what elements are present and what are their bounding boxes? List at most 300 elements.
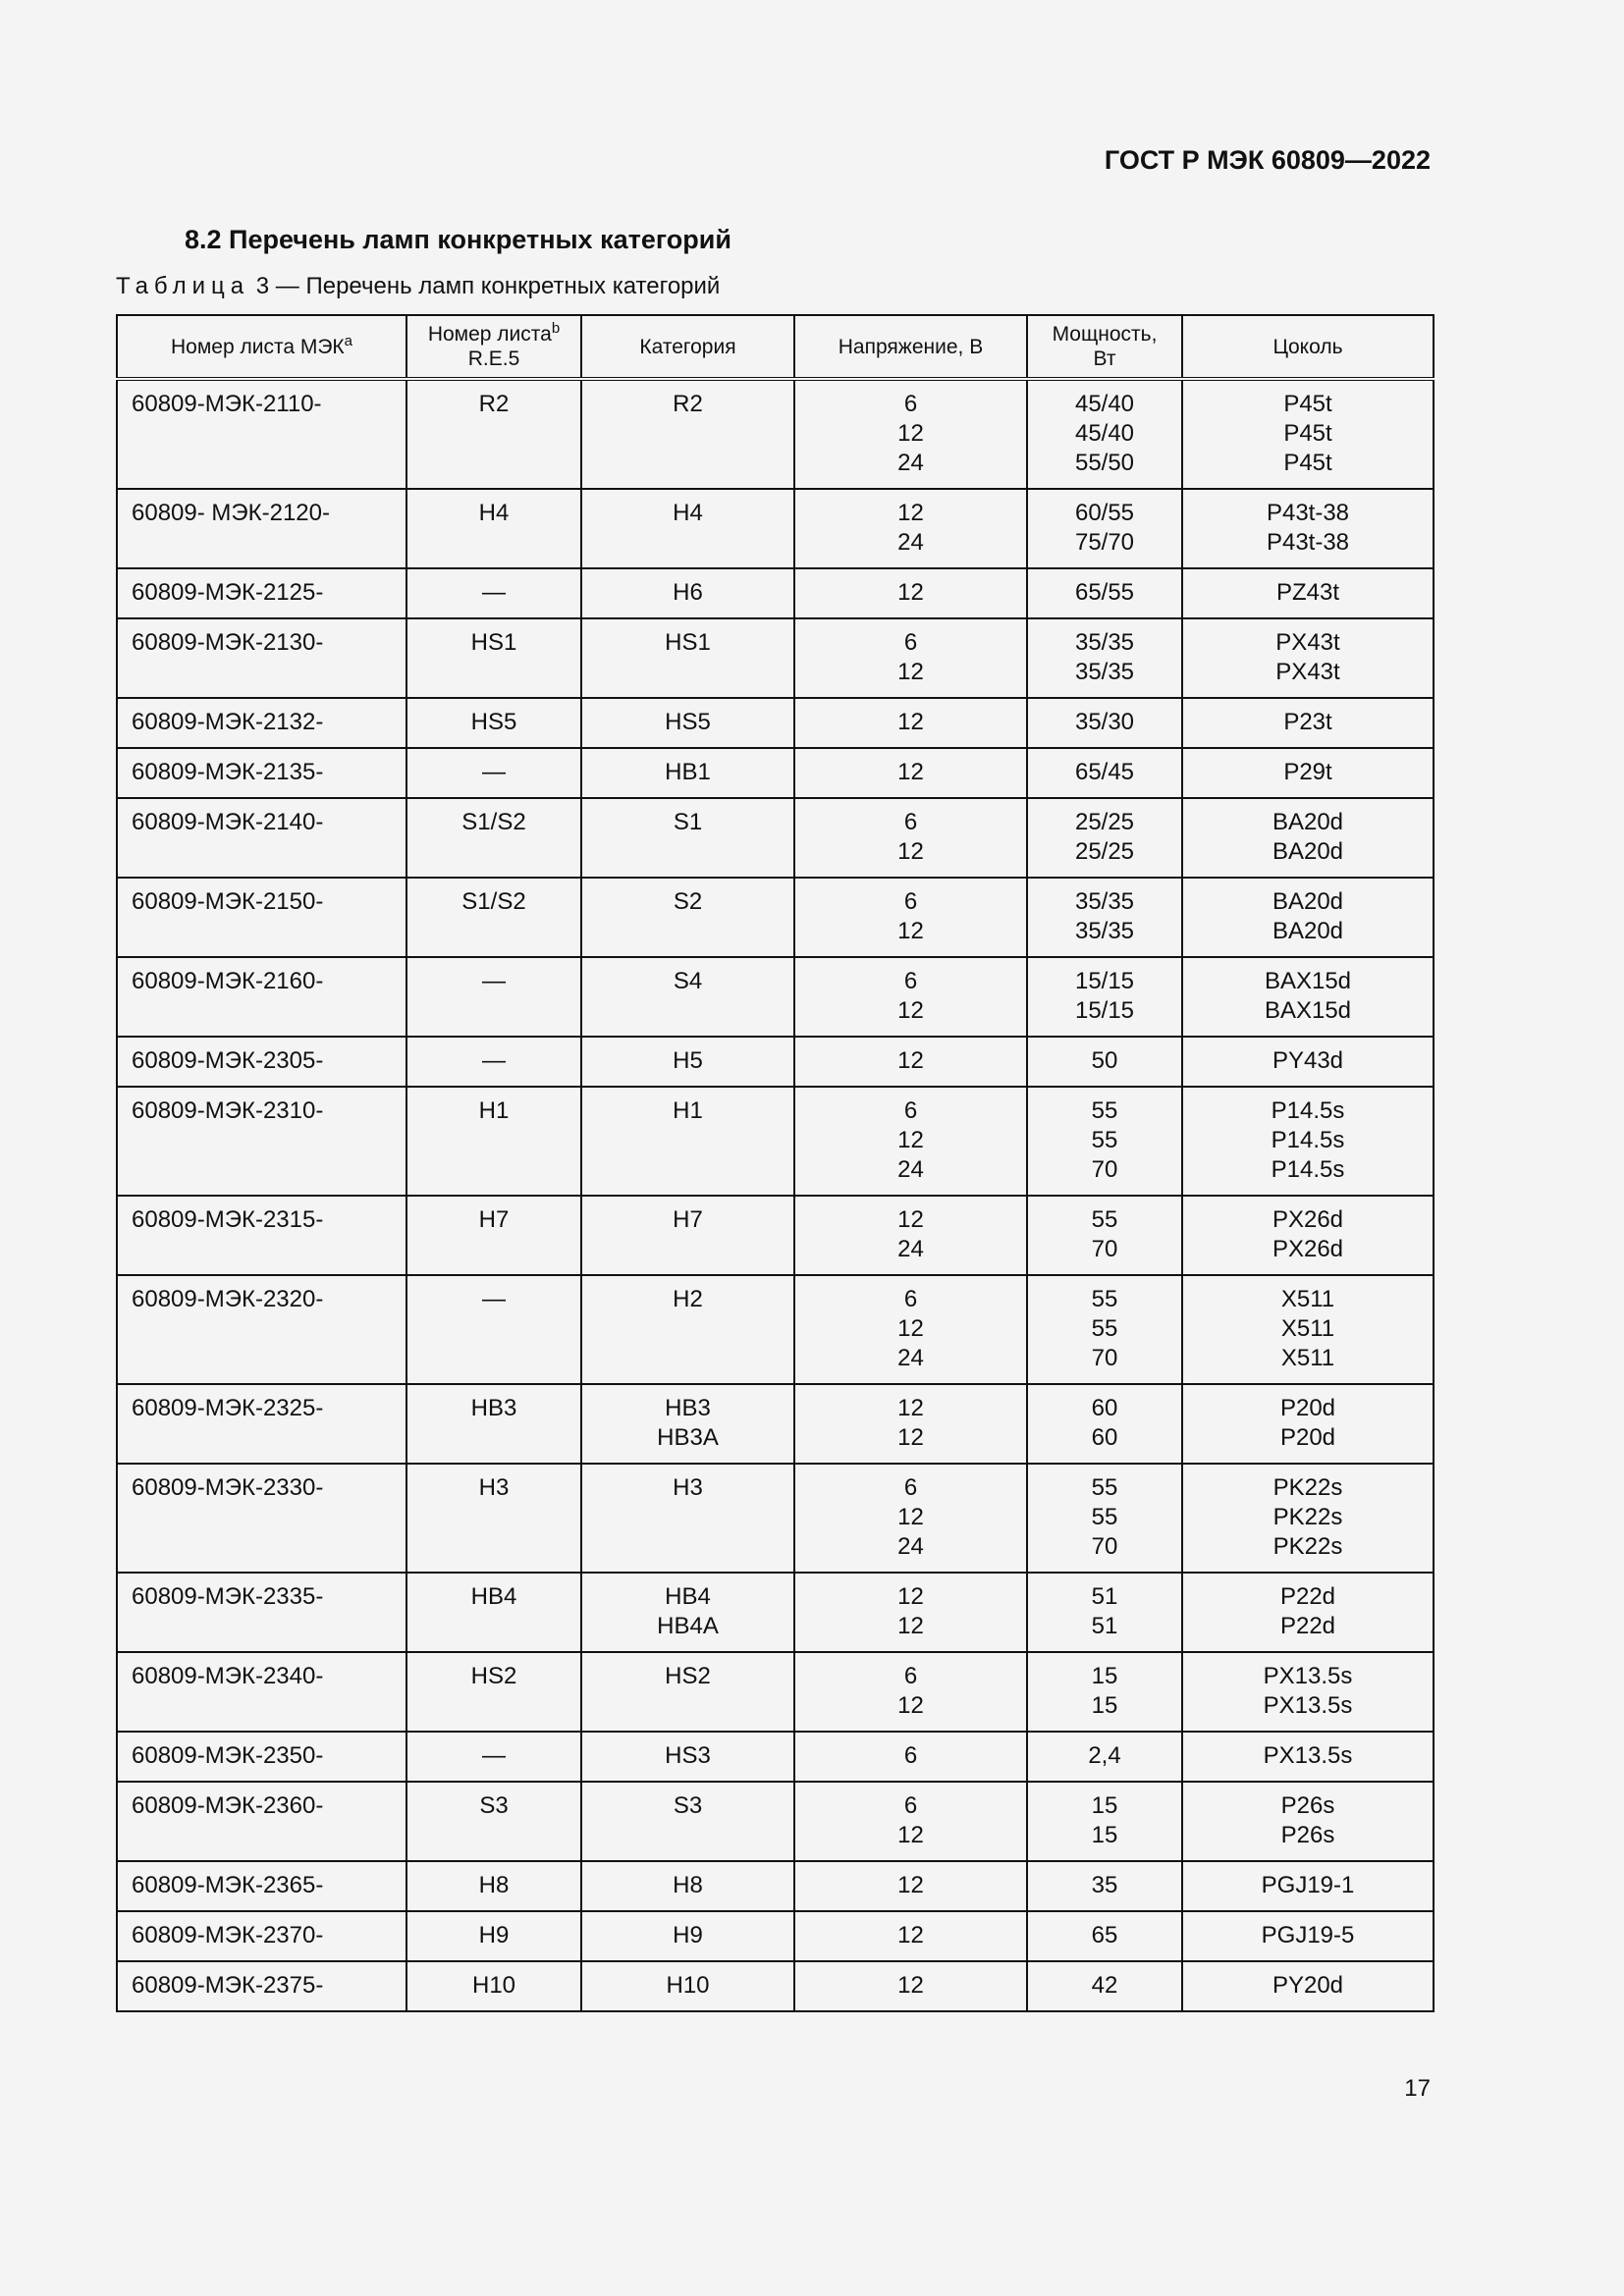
cell-base-line: PY20d xyxy=(1272,1972,1344,1999)
cell-category xyxy=(581,1961,794,2011)
cell-base-line: PZ43t xyxy=(1275,579,1340,606)
cell-power-line: 51 xyxy=(1091,1613,1118,1639)
cell-base-line: P45t xyxy=(1283,420,1332,447)
cell-power-line: 35/35 xyxy=(1074,918,1135,944)
cell-re5-sheet: H3 xyxy=(406,1464,581,1573)
cell-voltage xyxy=(794,489,1027,568)
cell-sheet-number: 60809-МЭК-2305- xyxy=(117,1037,406,1087)
cell-base-line: PX26d xyxy=(1272,1206,1344,1233)
cell-sheet-number: 60809-МЭК-2135- xyxy=(117,748,406,798)
cell-voltage xyxy=(794,1861,1027,1911)
cell-power xyxy=(1027,568,1182,618)
cell-base-line: P43t-38 xyxy=(1266,529,1350,556)
cell-voltage xyxy=(794,618,1027,698)
cell-re5-sheet: HS5 xyxy=(406,698,581,748)
cell-category xyxy=(581,618,794,698)
cell-power-line: 55 xyxy=(1091,1286,1118,1312)
cell-re5-sheet: HB3 xyxy=(406,1384,581,1464)
cell-power xyxy=(1027,957,1182,1037)
cell-sheet-number: 60809-МЭК-2370- xyxy=(117,1911,406,1961)
cell-power xyxy=(1027,1087,1182,1196)
cell-voltage-line: 6 xyxy=(903,1474,918,1501)
cell-sheet-number: 60809-МЭК-2325- xyxy=(117,1384,406,1464)
cell-voltage-line: 12 xyxy=(897,579,924,606)
cell-category-line: HS5 xyxy=(665,709,711,735)
table-row xyxy=(117,1384,1434,1464)
cell-sheet-number: 60809-МЭК-2140- xyxy=(117,798,406,878)
cell-voltage-line: 12 xyxy=(897,420,924,447)
cell-base-line: PX13.5s xyxy=(1263,1742,1353,1769)
cell-base-line: PX26d xyxy=(1272,1236,1344,1262)
cell-re5-sheet: HS2 xyxy=(406,1652,581,1732)
table-row xyxy=(117,1782,1434,1861)
cell-base-line: P14.5s xyxy=(1271,1097,1345,1124)
cell-category-line: H5 xyxy=(673,1047,703,1074)
cell-power-line: 65/55 xyxy=(1074,579,1135,606)
cell-base xyxy=(1182,1573,1434,1652)
cell-re5-sheet: S1/S2 xyxy=(406,878,581,957)
cell-base-line: BA20d xyxy=(1272,809,1344,835)
cell-base-line: BA20d xyxy=(1272,918,1344,944)
cell-re5-sheet: — xyxy=(406,1037,581,1087)
cell-voltage-line: 6 xyxy=(903,809,918,835)
cell-category xyxy=(581,1087,794,1196)
cell-sheet-number: 60809-МЭК-2350- xyxy=(117,1732,406,1782)
cell-base-line: P22d xyxy=(1279,1613,1336,1639)
cell-base-line: BA20d xyxy=(1272,888,1344,915)
cell-power xyxy=(1027,698,1182,748)
cell-category-line: R2 xyxy=(673,391,703,417)
cell-voltage xyxy=(794,1782,1027,1861)
cell-voltage xyxy=(794,1384,1027,1464)
cell-base xyxy=(1182,618,1434,698)
cell-category-line: HS1 xyxy=(665,629,711,656)
cell-sheet-number: 60809- МЭК-2120- xyxy=(117,489,406,568)
cell-category-line: S2 xyxy=(673,888,703,915)
cell-base xyxy=(1182,1464,1434,1573)
cell-voltage-line: 12 xyxy=(897,1613,924,1639)
cell-voltage-line: 6 xyxy=(903,1742,918,1769)
cell-power-line: 15 xyxy=(1091,1822,1118,1848)
cell-voltage-line: 24 xyxy=(897,529,924,556)
cell-power-line: 35/35 xyxy=(1074,629,1135,656)
cell-base-line: P14.5s xyxy=(1271,1127,1345,1153)
cell-power xyxy=(1027,1861,1182,1911)
cell-power xyxy=(1027,878,1182,957)
cell-power-line: 55/50 xyxy=(1074,450,1135,476)
cell-voltage xyxy=(794,1037,1027,1087)
cell-sheet-number: 60809-МЭК-2130- xyxy=(117,618,406,698)
cell-power-line: 70 xyxy=(1091,1345,1118,1371)
cell-voltage-line: 12 xyxy=(897,997,924,1024)
cell-base xyxy=(1182,1961,1434,2011)
cell-voltage-line: 12 xyxy=(897,500,924,526)
cell-re5-sheet: — xyxy=(406,568,581,618)
cell-voltage-line: 6 xyxy=(903,391,918,417)
cell-base-line: P20d xyxy=(1279,1424,1336,1451)
cell-power xyxy=(1027,489,1182,568)
table-row xyxy=(117,1037,1434,1087)
cell-voltage-line: 24 xyxy=(897,1533,924,1560)
cell-voltage-line: 12 xyxy=(897,1315,924,1342)
cell-base-line: PY43d xyxy=(1272,1047,1344,1074)
cell-base xyxy=(1182,568,1434,618)
cell-category-line: HS3 xyxy=(665,1742,711,1769)
cell-power-line: 35/30 xyxy=(1074,709,1135,735)
cell-category xyxy=(581,1652,794,1732)
cell-re5-sheet: R2 xyxy=(406,379,581,489)
cell-voltage-line: 12 xyxy=(897,759,924,785)
cell-voltage-line: 12 xyxy=(897,1504,924,1530)
cell-category-line: H7 xyxy=(673,1206,703,1233)
cell-category xyxy=(581,1573,794,1652)
table-caption-text: 3 — Перечень ламп конкретных категорий xyxy=(255,273,721,299)
cell-base-line: PX43t xyxy=(1275,659,1340,685)
table-row xyxy=(117,618,1434,698)
cell-category xyxy=(581,748,794,798)
cell-power-line: 55 xyxy=(1091,1315,1118,1342)
cell-voltage-line: 24 xyxy=(897,450,924,476)
cell-category xyxy=(581,1911,794,1961)
cell-base-line: P20d xyxy=(1279,1395,1336,1421)
cell-base-line: P43t-38 xyxy=(1266,500,1350,526)
cell-base-line: BA20d xyxy=(1272,838,1344,865)
cell-power-line: 15 xyxy=(1091,1663,1118,1689)
cell-category-line: HB1 xyxy=(665,759,711,785)
cell-base-line: PGJ19-5 xyxy=(1261,1922,1355,1949)
table-row xyxy=(117,1652,1434,1732)
cell-category xyxy=(581,1037,794,1087)
cell-base xyxy=(1182,1782,1434,1861)
cell-sheet-number: 60809-МЭК-2125- xyxy=(117,568,406,618)
cell-category xyxy=(581,379,794,489)
cell-power xyxy=(1027,1911,1182,1961)
cell-base-line: PX13.5s xyxy=(1263,1692,1353,1719)
cell-voltage xyxy=(794,798,1027,878)
table-body xyxy=(117,379,1434,2011)
cell-power-line: 35/35 xyxy=(1074,659,1135,685)
cell-base-line: PX43t xyxy=(1275,629,1340,656)
cell-power-line: 15/15 xyxy=(1074,968,1135,994)
cell-voltage xyxy=(794,1573,1027,1652)
cell-voltage-line: 24 xyxy=(897,1345,924,1371)
cell-category-line: HB3 xyxy=(665,1395,711,1421)
cell-category-line: H8 xyxy=(673,1872,703,1898)
table-row xyxy=(117,1275,1434,1384)
cell-power-line: 70 xyxy=(1091,1156,1118,1183)
cell-voltage xyxy=(794,698,1027,748)
cell-sheet-number: 60809-МЭК-2365- xyxy=(117,1861,406,1911)
cell-category xyxy=(581,1196,794,1275)
cell-category-line: S3 xyxy=(673,1792,703,1819)
cell-base xyxy=(1182,1384,1434,1464)
cell-base xyxy=(1182,379,1434,489)
cell-category-line: HB4A xyxy=(657,1613,719,1639)
cell-base xyxy=(1182,1037,1434,1087)
cell-base xyxy=(1182,1652,1434,1732)
cell-power-line: 55 xyxy=(1091,1504,1118,1530)
cell-sheet-number: 60809-МЭК-2320- xyxy=(117,1275,406,1384)
cell-power-line: 55 xyxy=(1091,1474,1118,1501)
table-row xyxy=(117,489,1434,568)
cell-voltage-line: 12 xyxy=(897,838,924,865)
cell-voltage xyxy=(794,748,1027,798)
cell-category xyxy=(581,1782,794,1861)
cell-voltage-line: 12 xyxy=(897,1972,924,1999)
cell-base-line: P14.5s xyxy=(1271,1156,1345,1183)
cell-power-line: 45/40 xyxy=(1074,420,1135,447)
cell-voltage-line: 12 xyxy=(897,1692,924,1719)
page-number: 17 xyxy=(1404,2075,1431,2102)
cell-base xyxy=(1182,1861,1434,1911)
cell-power xyxy=(1027,1196,1182,1275)
cell-base-line: PGJ19-1 xyxy=(1261,1872,1355,1898)
header-sheet: Номер листа МЭК$^a$ xyxy=(117,315,406,379)
cell-re5-sheet: H8 xyxy=(406,1861,581,1911)
cell-sheet-number: 60809-МЭК-2315- xyxy=(117,1196,406,1275)
cell-base-line: X511 xyxy=(1280,1345,1335,1371)
cell-base-line: PK22s xyxy=(1272,1533,1343,1560)
table-row xyxy=(117,698,1434,748)
cell-voltage-line: 6 xyxy=(903,1286,918,1312)
cell-re5-sheet: S3 xyxy=(406,1782,581,1861)
table-row xyxy=(117,1087,1434,1196)
cell-re5-sheet: H4 xyxy=(406,489,581,568)
cell-voltage-line: 6 xyxy=(903,1097,918,1124)
table-row xyxy=(117,878,1434,957)
cell-power-line: 65/45 xyxy=(1074,759,1135,785)
cell-power xyxy=(1027,1275,1182,1384)
table-row xyxy=(117,379,1434,489)
cell-category xyxy=(581,1275,794,1384)
cell-voltage xyxy=(794,379,1027,489)
cell-sheet-number: 60809-МЭК-2160- xyxy=(117,957,406,1037)
cell-voltage-line: 6 xyxy=(903,1792,918,1819)
cell-base-line: P22d xyxy=(1279,1583,1336,1610)
cell-voltage xyxy=(794,1196,1027,1275)
cell-category-line: H1 xyxy=(673,1097,703,1124)
cell-voltage-line: 24 xyxy=(897,1156,924,1183)
cell-sheet-number: 60809-МЭК-2132- xyxy=(117,698,406,748)
cell-category xyxy=(581,568,794,618)
cell-re5-sheet: H9 xyxy=(406,1911,581,1961)
table-caption xyxy=(116,273,720,300)
cell-category xyxy=(581,798,794,878)
cell-base xyxy=(1182,1732,1434,1782)
cell-power-line: 51 xyxy=(1091,1583,1118,1610)
header-re5: Номер листа$^b$ R.E.5 xyxy=(406,315,581,379)
cell-base-line: BAX15d xyxy=(1264,997,1352,1024)
cell-sheet-number: 60809-МЭК-2110- xyxy=(117,379,406,489)
cell-category-line: S4 xyxy=(673,968,703,994)
cell-base-line: PK22s xyxy=(1272,1474,1343,1501)
cell-power-line: 65 xyxy=(1091,1922,1118,1949)
table-header-row xyxy=(117,315,1434,379)
cell-base xyxy=(1182,878,1434,957)
cell-voltage-line: 12 xyxy=(897,1872,924,1898)
cell-power-line: 25/25 xyxy=(1074,838,1135,865)
cell-voltage xyxy=(794,1087,1027,1196)
cell-base xyxy=(1182,1196,1434,1275)
table-row xyxy=(117,957,1434,1037)
cell-category-line: HB3A xyxy=(657,1424,719,1451)
cell-category xyxy=(581,1384,794,1464)
table-row xyxy=(117,748,1434,798)
cell-voltage xyxy=(794,568,1027,618)
cell-voltage xyxy=(794,957,1027,1037)
table-row xyxy=(117,568,1434,618)
cell-voltage-line: 6 xyxy=(903,888,918,915)
cell-power-line: 55 xyxy=(1091,1127,1118,1153)
cell-power xyxy=(1027,748,1182,798)
header-base: Цоколь xyxy=(1182,315,1434,379)
document-code: ГОСТ Р МЭК 60809—2022 xyxy=(1104,145,1431,175)
cell-power xyxy=(1027,1782,1182,1861)
cell-voltage xyxy=(794,1464,1027,1573)
table-row xyxy=(117,1196,1434,1275)
table-row xyxy=(117,1464,1434,1573)
cell-voltage xyxy=(794,1732,1027,1782)
cell-voltage-line: 12 xyxy=(897,1047,924,1074)
cell-power-line: 50 xyxy=(1091,1047,1118,1074)
cell-re5-sheet: — xyxy=(406,748,581,798)
cell-power-line: 45/40 xyxy=(1074,391,1135,417)
cell-category xyxy=(581,1861,794,1911)
cell-power xyxy=(1027,1037,1182,1087)
cell-power-line: 70 xyxy=(1091,1533,1118,1560)
cell-re5-sheet: — xyxy=(406,1732,581,1782)
cell-sheet-number: 60809-МЭК-2375- xyxy=(117,1961,406,2011)
cell-re5-sheet: H1 xyxy=(406,1087,581,1196)
cell-power xyxy=(1027,1573,1182,1652)
section-title: 8.2 Перечень ламп конкретных категорий xyxy=(185,225,731,254)
cell-re5-sheet: — xyxy=(406,1275,581,1384)
cell-base xyxy=(1182,1087,1434,1196)
cell-base-line: P26s xyxy=(1280,1822,1335,1848)
cell-category xyxy=(581,698,794,748)
cell-power-line: 55 xyxy=(1091,1097,1118,1124)
cell-base xyxy=(1182,1911,1434,1961)
cell-power-line: 60 xyxy=(1091,1395,1118,1421)
cell-power-line: 2,4 xyxy=(1088,1742,1121,1769)
cell-voltage-line: 12 xyxy=(897,1395,924,1421)
cell-power xyxy=(1027,1732,1182,1782)
cell-power xyxy=(1027,798,1182,878)
cell-category-line: H3 xyxy=(673,1474,703,1501)
cell-re5-sheet: HB4 xyxy=(406,1573,581,1652)
cell-power xyxy=(1027,618,1182,698)
header-voltage: Напряжение, В xyxy=(794,315,1027,379)
cell-voltage-line: 12 xyxy=(897,1127,924,1153)
cell-power-line: 35/35 xyxy=(1074,888,1135,915)
cell-power-line: 15/15 xyxy=(1074,997,1135,1024)
cell-voltage-line: 12 xyxy=(897,709,924,735)
cell-category-line: H6 xyxy=(673,579,703,606)
cell-category xyxy=(581,878,794,957)
cell-power-line: 60 xyxy=(1091,1424,1118,1451)
cell-sheet-number: 60809-МЭК-2310- xyxy=(117,1087,406,1196)
cell-power-line: 60/55 xyxy=(1074,500,1135,526)
cell-voltage-line: 6 xyxy=(903,968,918,994)
cell-voltage xyxy=(794,1652,1027,1732)
cell-category-line: H10 xyxy=(666,1972,710,1999)
cell-power xyxy=(1027,1961,1182,2011)
cell-base-line: X511 xyxy=(1280,1286,1335,1312)
cell-voltage-line: 12 xyxy=(897,1583,924,1610)
cell-base-line: X511 xyxy=(1280,1315,1335,1342)
cell-sheet-number: 60809-МЭК-2150- xyxy=(117,878,406,957)
cell-category xyxy=(581,1464,794,1573)
cell-sheet-number: 60809-МЭК-2335- xyxy=(117,1573,406,1652)
cell-voltage-line: 6 xyxy=(903,1663,918,1689)
cell-category-line: H4 xyxy=(673,500,703,526)
table-row xyxy=(117,1911,1434,1961)
header-power: Мощность, Вт xyxy=(1027,315,1182,379)
cell-re5-sheet: HS1 xyxy=(406,618,581,698)
cell-base xyxy=(1182,489,1434,568)
cell-voltage xyxy=(794,878,1027,957)
cell-power-line: 35 xyxy=(1091,1872,1118,1898)
cell-re5-sheet: — xyxy=(406,957,581,1037)
cell-voltage-line: 12 xyxy=(897,918,924,944)
cell-power xyxy=(1027,1652,1182,1732)
cell-base-line: P23t xyxy=(1283,709,1332,735)
cell-re5-sheet: H7 xyxy=(406,1196,581,1275)
cell-base-line: PX13.5s xyxy=(1263,1663,1353,1689)
cell-base-line: P29t xyxy=(1283,759,1332,785)
cell-base-line: PK22s xyxy=(1272,1504,1343,1530)
table-row xyxy=(117,1861,1434,1911)
cell-category-line: H2 xyxy=(673,1286,703,1312)
cell-category xyxy=(581,957,794,1037)
cell-category-line: S1 xyxy=(673,809,703,835)
cell-base xyxy=(1182,698,1434,748)
cell-power xyxy=(1027,1384,1182,1464)
cell-re5-sheet: H10 xyxy=(406,1961,581,2011)
cell-voltage-line: 24 xyxy=(897,1236,924,1262)
cell-category xyxy=(581,1732,794,1782)
cell-power-line: 15 xyxy=(1091,1792,1118,1819)
cell-voltage-line: 12 xyxy=(897,1206,924,1233)
cell-power-line: 70 xyxy=(1091,1236,1118,1262)
cell-power-line: 25/25 xyxy=(1074,809,1135,835)
cell-voltage-line: 12 xyxy=(897,1922,924,1949)
cell-power-line: 55 xyxy=(1091,1206,1118,1233)
cell-re5-sheet: S1/S2 xyxy=(406,798,581,878)
table-row xyxy=(117,798,1434,878)
cell-base-line: P45t xyxy=(1283,450,1332,476)
cell-power-line: 15 xyxy=(1091,1692,1118,1719)
cell-sheet-number: 60809-МЭК-2360- xyxy=(117,1782,406,1861)
cell-base xyxy=(1182,1275,1434,1384)
cell-power-line: 42 xyxy=(1091,1972,1118,1999)
table-row xyxy=(117,1573,1434,1652)
cell-power xyxy=(1027,1464,1182,1573)
cell-base xyxy=(1182,957,1434,1037)
cell-voltage-line: 12 xyxy=(897,659,924,685)
cell-base xyxy=(1182,798,1434,878)
table-caption-label: Таблица xyxy=(116,273,250,299)
cell-category-line: HB4 xyxy=(665,1583,711,1610)
table-row xyxy=(117,1732,1434,1782)
cell-base-line: P45t xyxy=(1283,391,1332,417)
cell-base xyxy=(1182,748,1434,798)
cell-sheet-number: 60809-МЭК-2330- xyxy=(117,1464,406,1573)
cell-power xyxy=(1027,379,1182,489)
cell-category-line: H9 xyxy=(673,1922,703,1949)
cell-base-line: P26s xyxy=(1280,1792,1335,1819)
cell-voltage xyxy=(794,1275,1027,1384)
